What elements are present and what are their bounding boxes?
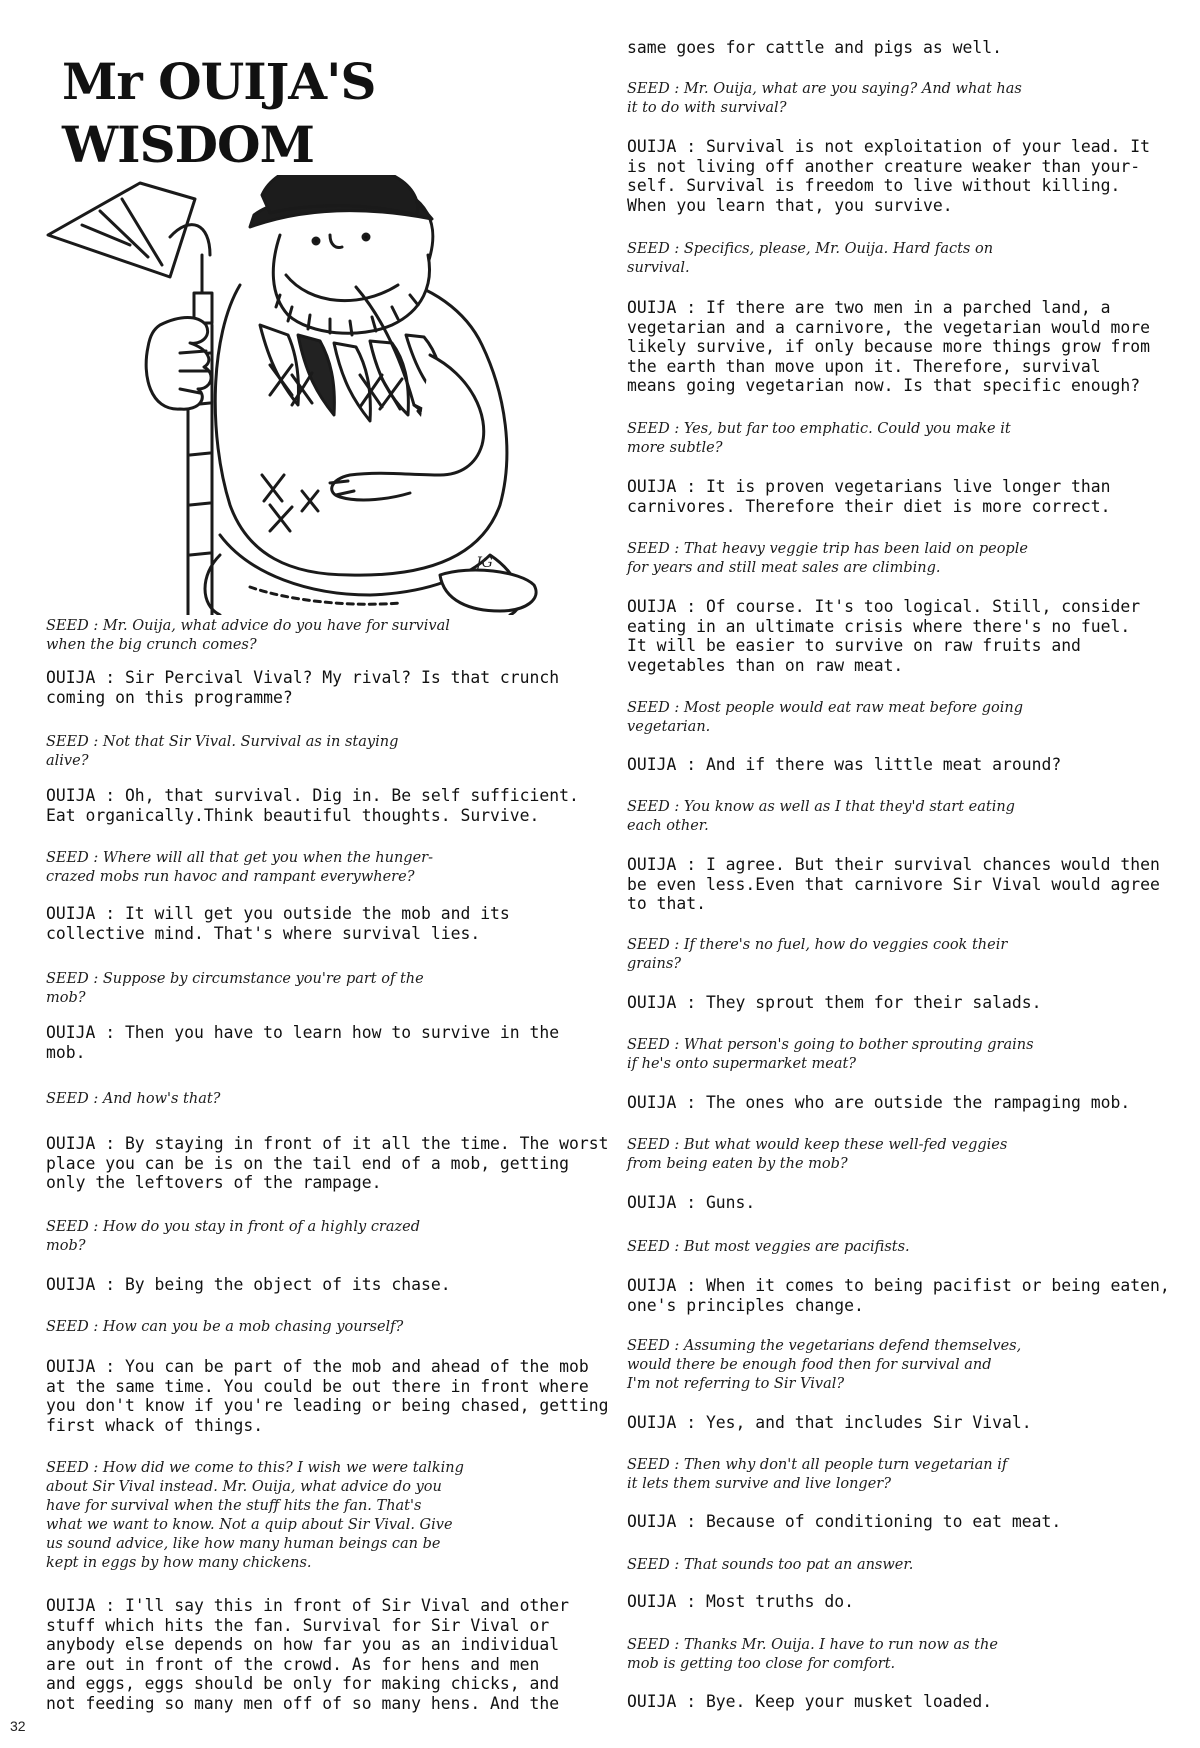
ouija-answer: OUIJA : Guns. — [627, 1193, 756, 1212]
seed-question: SEED : Specifics, please, Mr. Ouija. Hard facts on survival. — [627, 241, 994, 276]
ouija-answer: OUIJA : Most truths do. — [627, 1592, 854, 1611]
artist-signature: JG — [476, 555, 493, 571]
page-number: 32 — [10, 1718, 26, 1734]
ouija-answer: OUIJA : Of course. It's too logical. Still, consider eating in an ultimate crisis where there's no fuel. It will be easier to survive on raw fruits and vegetables than on raw meat. — [627, 597, 1141, 675]
ouija-answer: OUIJA : When it comes to being pacifist or being eaten, one's principles change. — [627, 1276, 1170, 1315]
seed-question: SEED : That heavy veggie trip has been laid on people for years and still meat sales are climbing. — [627, 541, 1028, 576]
ouija-answer: OUIJA : Yes, and that includes Sir Vival. — [627, 1413, 1032, 1432]
ouija-answer: OUIJA : By staying in front of it all the time. The worst place you can be is on the tail end of a mob, getting only the leftovers of the rampage. — [46, 1134, 609, 1192]
seed-question: SEED : That sounds too pat an answer. — [627, 1557, 914, 1573]
seed-question: SEED : You know as well as I that they'd start eating each other. — [627, 799, 1015, 834]
seed-question: SEED : Yes, but far too emphatic. Could you make it more subtle? — [627, 421, 1011, 456]
seed-question: SEED : Most people would eat raw meat before going vegetarian. — [627, 700, 1024, 735]
seed-question: SEED : But what would keep these well-fed veggies from being eaten by the mob? — [627, 1137, 1008, 1172]
seed-question: SEED : And how's that? — [46, 1091, 221, 1107]
ouija-answer: same goes for cattle and pigs as well. — [627, 38, 1002, 57]
ouija-answer: OUIJA : It will get you outside the mob and its collective mind. That's where survival lies. — [46, 904, 510, 943]
ouija-answer: OUIJA : It is proven vegetarians live longer than carnivores. Therefore their diet is more correct. — [627, 477, 1111, 516]
ouija-answer: OUIJA : I'll say this in front of Sir Vival and other stuff which hits the fan. Survival for Sir Vival or anybody else depends on how far you as an individual are out in front of the crowd. As for hens and men and eggs, eggs should be only for making chicks, and not feeding so many men off of so many hens. And the — [46, 1596, 570, 1713]
article-title-line-1: Mr OUIJA'S — [62, 52, 376, 111]
ouija-answer: OUIJA : I agree. But their survival chances would then be even less.Even that carnivore Sir Vival would agree to that. — [627, 855, 1160, 913]
mr-ouija-cartoon-icon — [30, 175, 620, 615]
ouija-answer: OUIJA : Bye. Keep your musket loaded. — [627, 1692, 993, 1711]
ouija-answer: OUIJA : They sprout them for their salads. — [627, 993, 1042, 1012]
ouija-answer: OUIJA : By being the object of its chase. — [46, 1275, 451, 1294]
seed-question: SEED : Then why don't all people turn vegetarian if it lets them survive and live longer? — [627, 1457, 1008, 1492]
seed-question: SEED : How can you be a mob chasing yourself? — [46, 1319, 404, 1335]
seed-question: SEED : Assuming the vegetarians defend themselves, would there be enough food then for survival and I'm not referring to Sir Vival? — [627, 1338, 1022, 1392]
ouija-answer: OUIJA : The ones who are outside the rampaging mob. — [627, 1093, 1131, 1112]
ouija-answer: OUIJA : Because of conditioning to eat meat. — [627, 1512, 1062, 1531]
seed-question: SEED : How did we come to this? I wish we were talking about Sir Vival instead. Mr. Ouija, what advice do you have for survival when the stuff hits the fan. That's what we want to know. Not a quip about Sir Vival. Give us sound advice, like how many human beings can be kept in eggs by how many chickens. — [46, 1460, 464, 1571]
seed-question: SEED : Mr. Ouija, what are you saying? And what has it to do with survival? — [627, 81, 1022, 116]
seed-question: SEED : Not that Sir Vival. Survival as in staying alive? — [46, 734, 399, 769]
ouija-answer: OUIJA : Oh, that survival. Dig in. Be self sufficient. Eat organically.Think beautiful thoughts. Survive. — [46, 786, 579, 825]
ouija-answer: OUIJA : Sir Percival Vival? My rival? Is that crunch coming on this programme? — [46, 668, 560, 707]
seed-question: SEED : Suppose by circumstance you're part of the mob? — [46, 971, 424, 1006]
article-title — [62, 50, 376, 176]
seed-question: SEED : What person's going to bother sprouting grains if he's onto supermarket meat? — [627, 1037, 1034, 1072]
ouija-answer: OUIJA : If there are two men in a parched land, a vegetarian and a carnivore, the vegetarian would more likely survive, if only because more things grow from the earth than move upon it. Therefore, survival means going vegetarian now. Is that specific enough? — [627, 298, 1151, 395]
seed-question: SEED : If there's no fuel, how do veggies cook their grains? — [627, 937, 1008, 972]
seed-question: SEED : How do you stay in front of a highly crazed mob? — [46, 1219, 421, 1254]
seed-question: SEED : Mr. Ouija, what advice do you have for survival when the big crunch comes? — [46, 618, 450, 653]
seed-question: SEED : Where will all that get you when the hunger- crazed mobs run havoc and rampant everywhere? — [46, 850, 433, 885]
ouija-answer: OUIJA : You can be part of the mob and ahead of the mob at the same time. You could be out there in front where you don't know if you're leading or being chased, getting first whack of things. — [46, 1357, 609, 1435]
seed-question: SEED : Thanks Mr. Ouija. I have to run now as the mob is getting too close for comfort. — [627, 1637, 998, 1672]
ouija-answer: OUIJA : Survival is not exploitation of your lead. It is not living off another creature weaker than your- self. Survival is freedom to live without killing. When you learn that, you survive. — [627, 137, 1151, 215]
ouija-answer: OUIJA : And if there was little meat around? — [627, 755, 1062, 774]
seed-question: SEED : But most veggies are pacifists. — [627, 1239, 910, 1255]
article-title-line-2: WISDOM — [62, 115, 314, 174]
ouija-answer: OUIJA : Then you have to learn how to survive in the mob. — [46, 1023, 560, 1062]
